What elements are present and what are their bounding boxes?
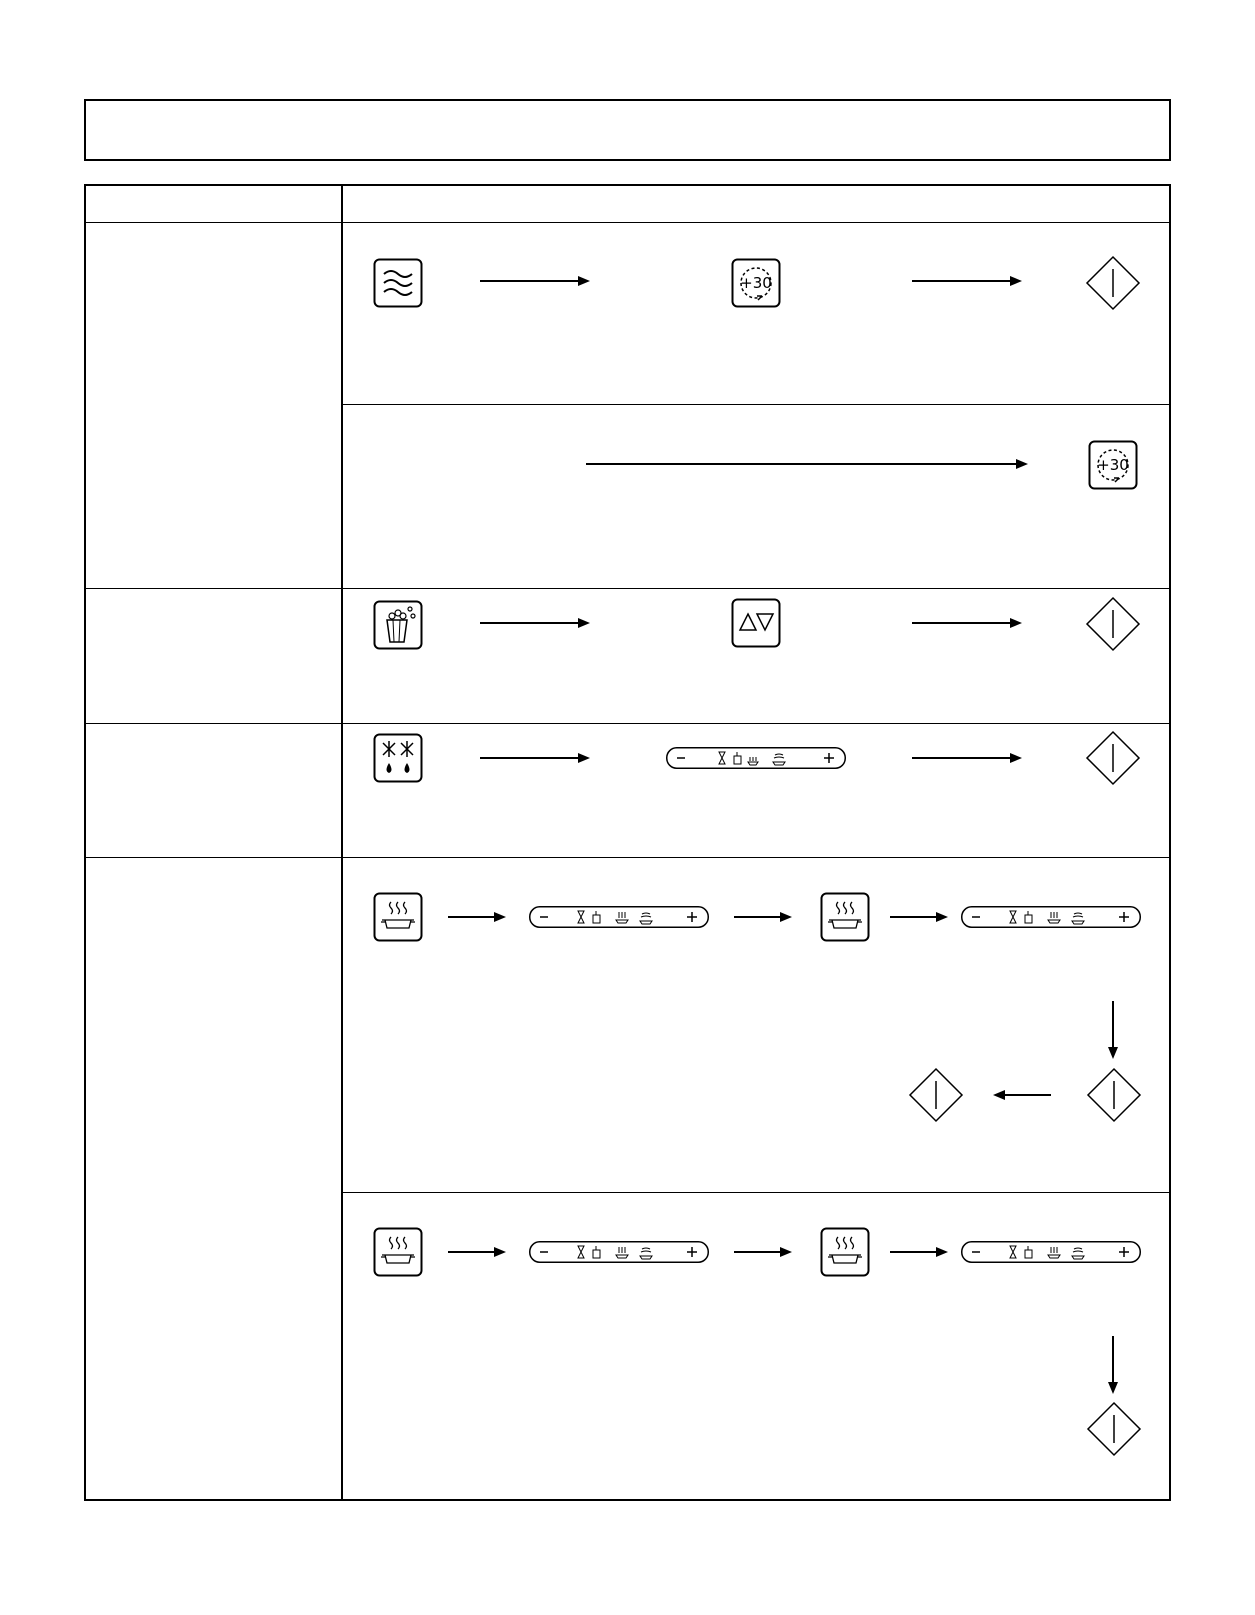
plus-30-seconds-icon[interactable] — [1088, 440, 1138, 490]
row-divider — [86, 857, 1169, 858]
start-diamond-icon[interactable] — [1087, 1068, 1141, 1122]
row-divider — [86, 588, 1169, 589]
arrow-right — [912, 276, 1022, 286]
minus-plus-scale-icon[interactable] — [961, 1241, 1141, 1263]
arrow-right — [912, 618, 1022, 628]
sensor-cook-icon[interactable] — [820, 892, 870, 942]
arrow-right — [734, 912, 792, 922]
arrow-right — [912, 753, 1022, 763]
arrow-right-long — [586, 459, 1028, 469]
row-divider — [86, 723, 1169, 724]
arrow-right — [734, 1247, 792, 1257]
arrow-right — [890, 912, 948, 922]
title-box — [84, 99, 1171, 161]
arrow-left — [993, 1090, 1051, 1100]
instruction-table — [84, 184, 1171, 1501]
sensor-cook-icon[interactable] — [373, 1227, 423, 1277]
subrow-divider — [341, 404, 1169, 405]
arrow-right — [890, 1247, 948, 1257]
minus-plus-scale-icon[interactable] — [529, 1241, 709, 1263]
arrow-right — [448, 1247, 506, 1257]
arrow-down — [1108, 1001, 1118, 1059]
plus30-label: +30 — [740, 274, 772, 292]
column-divider — [341, 186, 343, 1499]
minus-plus-scale-icon[interactable] — [961, 906, 1141, 928]
plus-30-seconds-icon[interactable] — [731, 258, 781, 308]
arrow-right — [480, 276, 590, 286]
arrow-right — [480, 753, 590, 763]
defrost-icon[interactable] — [373, 733, 423, 783]
start-diamond-icon[interactable] — [1087, 1402, 1141, 1456]
minus-plus-scale-icon[interactable] — [529, 906, 709, 928]
arrow-down — [1108, 1336, 1118, 1394]
minus-plus-scale-icon[interactable] — [666, 747, 846, 769]
plus30-label: +30 — [1097, 456, 1129, 474]
arrow-right — [480, 618, 590, 628]
popcorn-icon[interactable] — [373, 600, 423, 650]
sensor-cook-icon[interactable] — [820, 1227, 870, 1277]
sensor-cook-icon[interactable] — [373, 892, 423, 942]
start-diamond-icon[interactable] — [1086, 731, 1140, 785]
start-diamond-icon[interactable] — [1086, 597, 1140, 651]
subrow-divider — [341, 1192, 1169, 1193]
up-down-arrows-icon[interactable] — [731, 598, 781, 648]
microwave-waves-icon[interactable] — [373, 258, 423, 308]
start-diamond-icon[interactable] — [909, 1068, 963, 1122]
arrow-right — [448, 912, 506, 922]
start-diamond-icon[interactable] — [1086, 256, 1140, 310]
header-divider — [86, 222, 1169, 223]
